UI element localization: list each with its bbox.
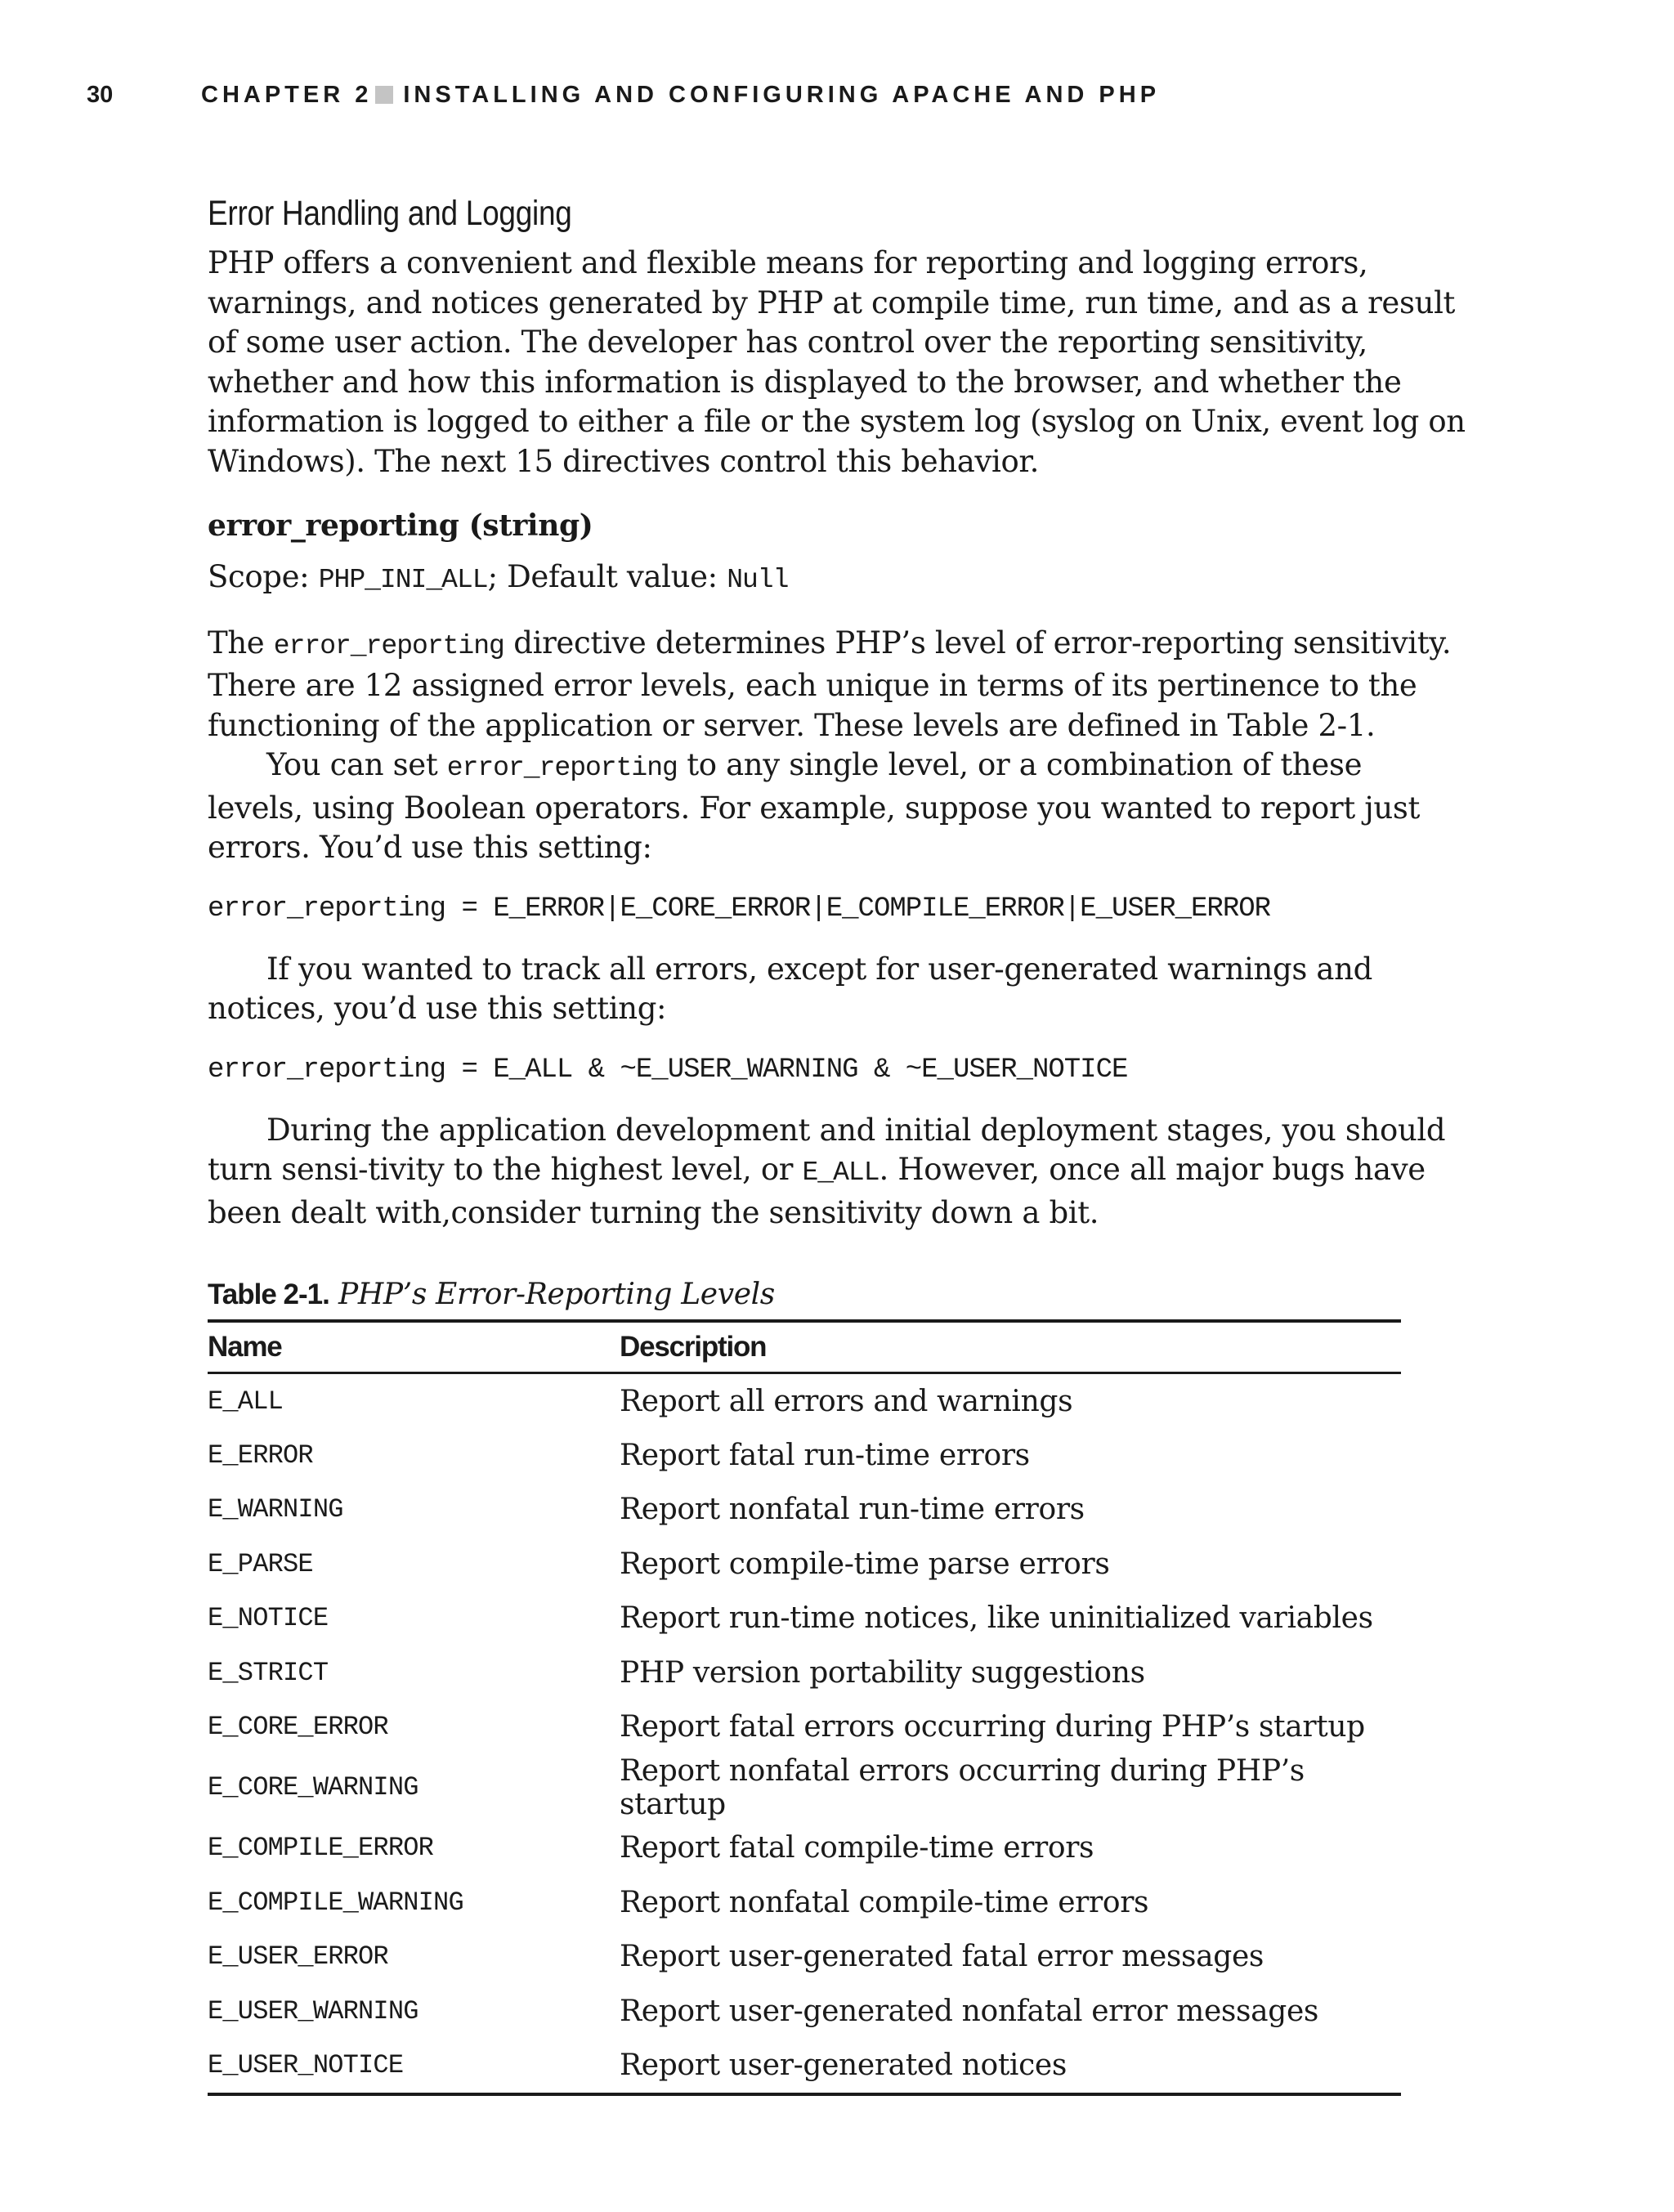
section-title: Error Handling and Logging <box>208 194 572 233</box>
code-example-all: error_reporting = E_ALL & ~E_USER_WARNING & ~E_USER_NOTICE <box>208 1054 1128 1086</box>
level-description: Report nonfatal run-time errors <box>620 1493 1085 1527</box>
chapter-title: INSTALLING AND CONFIGURING APACHE AND PHP <box>403 82 1161 108</box>
table-row <box>208 1875 1401 1929</box>
scope-value: PHP_INI_ALL <box>318 565 488 595</box>
level-name: E_COMPILE_WARNING <box>208 1887 463 1918</box>
inline-code: error_reporting <box>273 630 504 661</box>
table-row <box>208 1754 1401 1821</box>
paragraph-error-levels: The error_reporting directive determines PHP’s level of error-reporting sensitivity. There are 12 assigned error levels, each unique in terms of its pertinence to the functioning of the application or server. These levels are defined in Table 2-1. <box>208 625 1452 743</box>
level-name: E_NOTICE <box>208 1603 329 1634</box>
table-row <box>208 1428 1401 1482</box>
table-row <box>208 1592 1401 1646</box>
table-row <box>208 1373 1401 1429</box>
level-name: E_CORE_WARNING <box>208 1772 418 1803</box>
scope-label: Scope: <box>208 559 319 594</box>
inline-code: error_reporting <box>446 753 678 783</box>
level-description: Report user-generated nonfatal error messages <box>620 1994 1319 2028</box>
paragraph-sensitivity: During the application development and initial deployment stages, you should turn sensi-tivity to the highest level, or E_ALL. However, once all major bugs have been dealt with,consider turning the sensitivity down a bit. <box>208 1112 1446 1230</box>
level-name: E_USER_ERROR <box>208 1941 388 1972</box>
level-name: E_WARNING <box>208 1494 343 1525</box>
table-row <box>208 1699 1401 1753</box>
chapter-label: CHAPTER 2 <box>201 82 373 108</box>
default-value: Null <box>727 565 789 595</box>
level-description: Report fatal errors occurring during PHP’s startup <box>620 1710 1365 1744</box>
level-description: Report all errors and warnings <box>620 1384 1073 1418</box>
level-description: Report nonfatal compile-time errors <box>620 1885 1149 1919</box>
level-name: E_USER_NOTICE <box>208 2038 620 2093</box>
table-caption-title: PHP’s Error-Reporting Levels <box>338 1278 775 1311</box>
table-caption <box>208 1275 1466 1314</box>
table-row <box>208 1483 1401 1537</box>
level-description: PHP version portability suggestions <box>620 1655 1145 1690</box>
level-name: E_USER_WARNING <box>208 1995 418 2026</box>
column-header-description: Description <box>620 1321 1401 1373</box>
level-description: Report fatal compile-time errors <box>620 1831 1094 1865</box>
page-body <box>208 190 1466 2096</box>
table-row <box>208 2038 1401 2093</box>
table-row <box>208 1821 1401 1875</box>
default-label: ; Default value: <box>487 559 727 594</box>
level-description: Report user-generated fatal error messages <box>620 1940 1264 1974</box>
table-row <box>208 1646 1401 1699</box>
table-row <box>208 1984 1401 2038</box>
inline-code: E_ALL <box>802 1157 880 1188</box>
level-name: E_STRICT <box>208 1657 329 1688</box>
running-header <box>0 82 1674 114</box>
page-number: 30 <box>87 82 114 108</box>
table-header-row <box>208 1321 1401 1373</box>
level-description: Report user-generated notices <box>620 2038 1401 2093</box>
intro-paragraph: PHP offers a convenient and flexible means for reporting and logging errors, warnings, and notices generated by PHP at compile time, run time, and as a result of some user action. The developer has control over the reporting sensitivity, whether and how this information is displayed to the browser, and whether the information is logged to either a file or the system log (syslog on Unix, event log on Windows). The next 15 directives control this behavior. <box>208 245 1466 479</box>
level-name: E_ERROR <box>208 1440 313 1471</box>
level-name: E_CORE_ERROR <box>208 1712 388 1743</box>
level-description: Report fatal run-time errors <box>620 1439 1030 1473</box>
level-description: Report compile-time parse errors <box>620 1547 1110 1581</box>
level-description: Report run-time notices, like uninitialized variables <box>620 1601 1373 1636</box>
paragraph-track-errors: If you wanted to track all errors, except for user-generated warnings and notices, you’d use this setting: <box>208 951 1372 1026</box>
chapter-heading <box>201 82 1160 109</box>
paragraph-boolean-operators: You can set error_reporting to any single level, or a combination of these levels, using Boolean operators. For example, suppose you wanted to report just errors. You’d use this setting: <box>208 747 1421 865</box>
error-levels-table <box>208 1319 1401 2096</box>
code-example-errors: error_reporting = E_ERROR|E_CORE_ERROR|E_COMPILE_ERROR|E_USER_ERROR <box>208 893 1271 925</box>
level-name: E_ALL <box>208 1386 284 1417</box>
table-row <box>208 1537 1401 1591</box>
directive-scope <box>208 557 1466 601</box>
table-row <box>208 1930 1401 1984</box>
level-name: E_PARSE <box>208 1548 313 1579</box>
table-caption-label: Table 2-1. <box>208 1278 329 1310</box>
column-header-name: Name <box>208 1321 620 1373</box>
directive-heading: error_reporting (string) <box>208 508 593 543</box>
level-description: Report nonfatal errors occurring during PHP’s startup <box>620 1753 1305 1821</box>
level-name: E_COMPILE_ERROR <box>208 1833 434 1864</box>
square-separator-icon <box>375 86 393 104</box>
